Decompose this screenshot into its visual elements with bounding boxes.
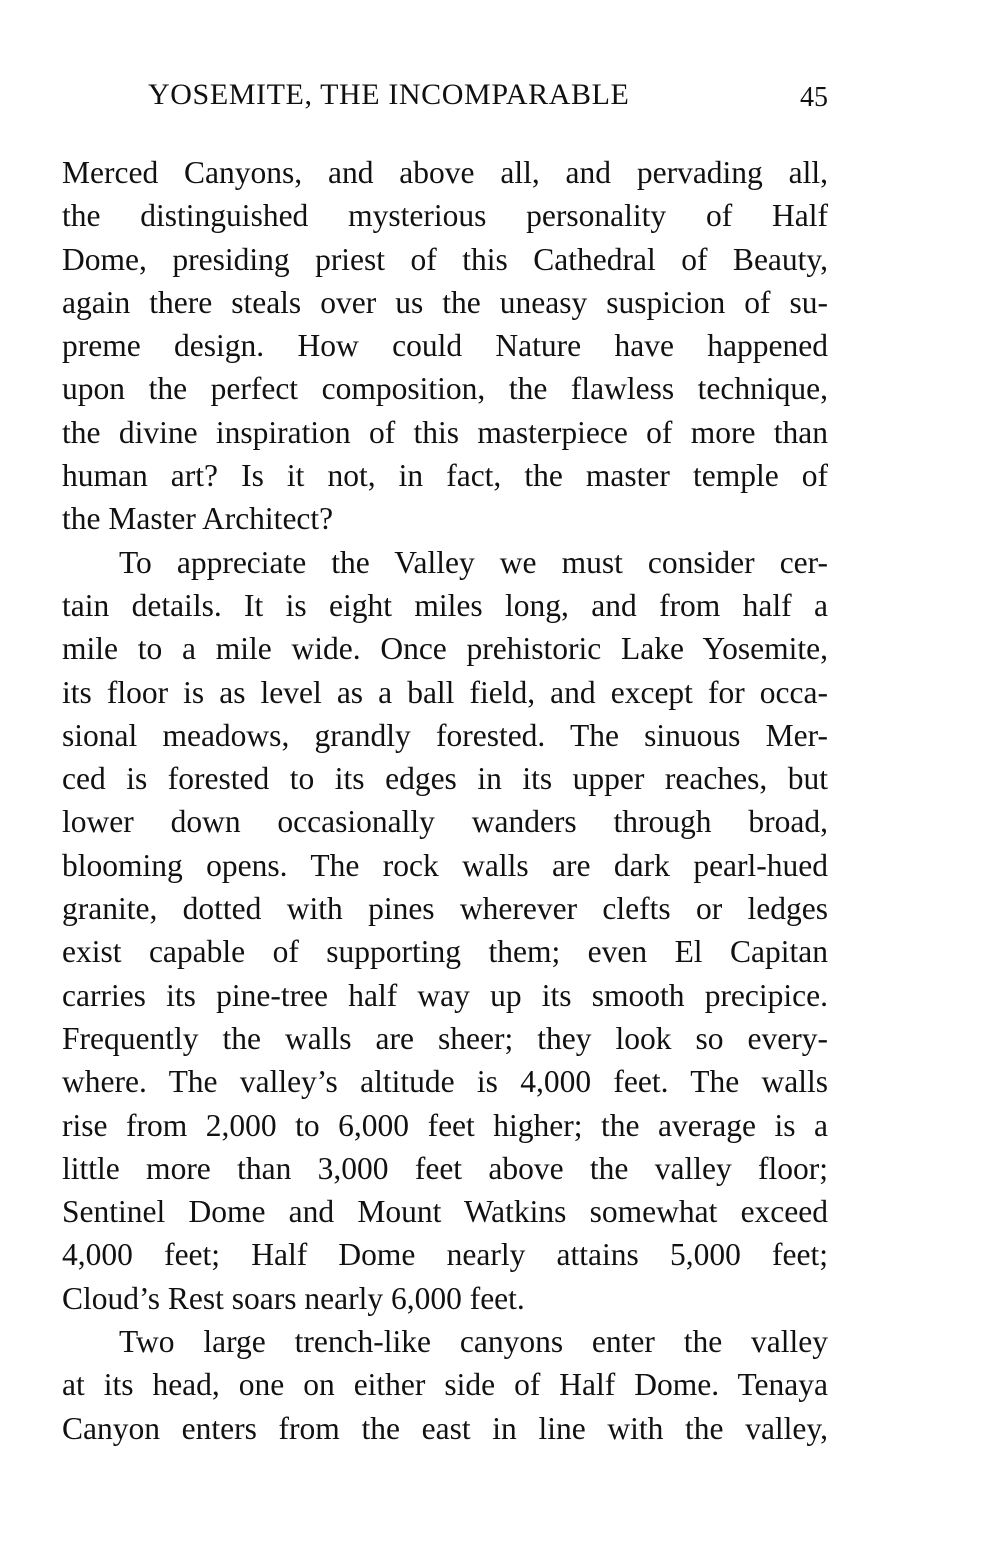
text-line: again there steals over us the uneasy suspicion of su- [62, 284, 828, 320]
text-line: at its head, one on either side of Half Dome. Tenaya [62, 1367, 828, 1403]
text-line: the distinguished mysterious personality of Half [62, 198, 828, 234]
running-title: YOSEMITE, THE INCOMPARABLE [148, 78, 630, 111]
text-line: To appreciate the Valley we must consider cer- [119, 544, 828, 580]
text-line: 4,000 feet; Half Dome nearly attains 5,000 feet; [62, 1237, 828, 1273]
text-line: human art? Is it not, in fact, the master temple of [62, 458, 828, 494]
text-line: blooming opens. The rock walls are dark pearl-hued [62, 847, 828, 883]
text-line: Sentinel Dome and Mount Watkins somewhat exceed [62, 1194, 828, 1230]
text-line: its floor is as level as a ball field, and except for occa- [62, 674, 828, 710]
text-line: rise from 2,000 to 6,000 feet higher; the average is a [62, 1107, 828, 1143]
text-line: tain details. It is eight miles long, and from half a [62, 587, 828, 623]
text-line: little more than 3,000 feet above the valley floor; [62, 1150, 828, 1186]
text-line: Frequently the walls are sheer; they look so every- [62, 1020, 828, 1056]
text-line: mile to a mile wide. Once prehistoric Lake Yosemite, [62, 631, 828, 667]
text-line: Cloud’s Rest soars nearly 6,000 feet. [62, 1280, 525, 1316]
text-line: Dome, presiding priest of this Cathedral of Beauty, [62, 241, 828, 277]
body-text [62, 151, 828, 1450]
text-line: preme design. How could Nature have happened [62, 328, 828, 364]
page-header [62, 78, 828, 122]
text-line: lower down occasionally wanders through broad, [62, 804, 828, 840]
text-line: Canyon enters from the east in line with the valley, [62, 1410, 828, 1446]
text-line: carries its pine-tree half way up its smooth precipice. [62, 977, 828, 1013]
text-line: exist capable of supporting them; even El Capitan [62, 934, 828, 970]
paragraph [62, 541, 828, 1320]
text-line: the Master Architect? [62, 501, 334, 537]
text-line: Two large trench-like canyons enter the valley [119, 1324, 828, 1360]
text-line: ced is forested to its edges in its upper reaches, but [62, 761, 828, 797]
text-line: where. The valley’s altitude is 4,000 feet. The walls [62, 1064, 828, 1100]
paragraph [62, 151, 828, 541]
page-number: 45 [800, 82, 828, 113]
paragraph [62, 1320, 828, 1450]
text-line: upon the perfect composition, the flawless technique, [62, 371, 828, 407]
text-line: granite, dotted with pines wherever clefts or ledges [62, 891, 828, 927]
text-line: Merced Canyons, and above all, and pervading all, [62, 155, 828, 190]
text-line: the divine inspiration of this masterpiece of more than [62, 414, 828, 450]
text-line: sional meadows, grandly forested. The sinuous Mer- [62, 717, 828, 753]
